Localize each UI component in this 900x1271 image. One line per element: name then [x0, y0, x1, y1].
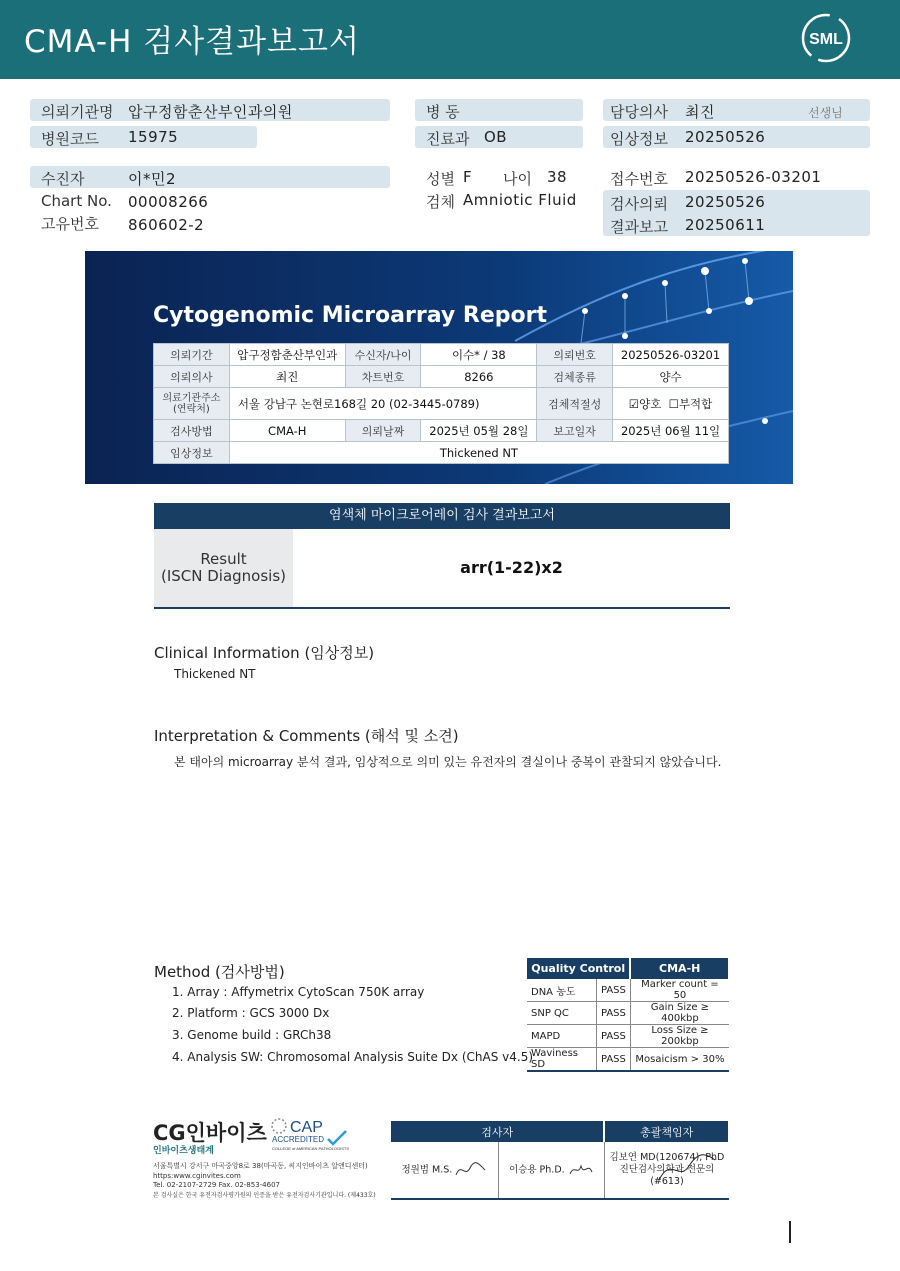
method-item: 3. Genome build : GRCh38 — [172, 1028, 332, 1042]
address-line: 서울특별시 강서구 마곡중앙8로 38(마곡동, 씨지인바이츠 알앤디센터) — [153, 1162, 368, 1170]
address-line: Tel. 02-2107-2729 Fax. 02-853-4607 — [153, 1181, 281, 1189]
cg-invites-logo: CG인바이츠 — [153, 1121, 267, 1145]
examiner-1-name: 정원범 M.S. — [401, 1164, 453, 1176]
qc-item: Waviness SD — [527, 1048, 596, 1072]
svg-text:CAP: CAP — [290, 1119, 323, 1136]
age-value: 38 — [547, 168, 568, 186]
banner-suitability — [613, 388, 729, 420]
address-line: 본 검사실은 한국 유전자검사평가원의 인증을 받은 유전자검사기관입니다. (제433호) — [153, 1191, 376, 1199]
doctor-suffix: 선생님 — [808, 106, 843, 120]
request-value: 20250526 — [685, 193, 766, 211]
banner-info-table — [153, 343, 729, 464]
banner-address-value: 서울 강남구 논현로168길 20 (02-3445-0789) — [229, 388, 536, 420]
qc-criterion: Mosaicism > 30% — [630, 1048, 729, 1072]
address-line: https:www.cginvites.com — [153, 1171, 241, 1180]
suitability-good: 양호 — [639, 396, 662, 411]
result-label — [154, 529, 293, 607]
qc-row — [527, 979, 729, 1002]
qc-status: PASS — [596, 979, 630, 1002]
uid-value: 860602-2 — [128, 216, 205, 234]
banner-cell: 검체종류 — [537, 366, 613, 388]
interpretation-heading: Interpretation & Comments (해석 및 소견) — [154, 727, 459, 745]
banner-cell: 2025년 05월 28일 — [421, 420, 537, 442]
uid-label: 고유번호 — [41, 215, 99, 233]
patient-value: 이*민2 — [128, 170, 177, 188]
patient-label: 수진자 — [41, 170, 85, 188]
director-header: 총괄책임자 — [604, 1121, 729, 1142]
banner-cell: 20250526-03201 — [613, 344, 729, 366]
banner-cell: 이수* / 38 — [421, 344, 537, 366]
cap-accredited-logo — [270, 1117, 352, 1157]
svg-text:SML: SML — [809, 31, 843, 48]
examiner-header: 검사자 — [391, 1121, 604, 1142]
result-value: arr(1-22)x2 — [460, 558, 563, 577]
banner-row — [154, 420, 729, 442]
banner-suitability-label: 검체적절성 — [537, 388, 613, 420]
ward-label: 병 동 — [426, 103, 460, 121]
dept-value: OB — [484, 128, 508, 146]
page-marker — [789, 1221, 791, 1243]
banner-address-label: 의료기관주소 (연락처) — [154, 388, 230, 420]
checkbox-empty-icon: ☐ — [668, 396, 679, 411]
director — [604, 1142, 729, 1199]
banner-cell: 수신자/나이 — [345, 344, 421, 366]
qc-row — [527, 1002, 729, 1025]
qc-status: PASS — [596, 1025, 630, 1048]
report-label: 결과보고 — [610, 218, 668, 236]
clinical-label: 임상정보 — [610, 130, 668, 148]
banner-cell: 최진 — [229, 366, 345, 388]
specimen-label: 검체 — [426, 193, 455, 211]
banner-row — [154, 366, 729, 388]
banner-cell: 의뢰의사 — [154, 366, 230, 388]
receipt-label: 접수번호 — [610, 170, 668, 188]
banner-cell: 차트번호 — [345, 366, 421, 388]
qc-criterion: Marker count = 50 — [630, 979, 729, 1002]
qc-criterion: Gain Size ≥ 400kbp — [630, 1002, 729, 1025]
result-divider — [154, 607, 730, 609]
quality-control-table — [527, 958, 730, 1072]
report-value: 20250611 — [685, 216, 766, 234]
banner-clinical-label: 임상정보 — [154, 442, 230, 464]
banner-cell: CMA-H — [229, 420, 345, 442]
clinical-text: Thickened NT — [174, 667, 256, 681]
chart-value: 00008266 — [128, 193, 209, 211]
qc-status: PASS — [596, 1048, 630, 1072]
qc-criterion: Loss Size ≥ 200kbp — [630, 1025, 729, 1048]
banner-row — [154, 388, 729, 420]
banner-cell: 2025년 06월 11일 — [613, 420, 729, 442]
director-line1: 김보연 MD(120674), PhD — [609, 1152, 725, 1163]
institution-label: 의뢰기관명 — [41, 103, 114, 121]
banner-clinical-value: Thickened NT — [229, 442, 728, 464]
cg-invites-subtitle: 인바이츠생태계 — [153, 1146, 214, 1156]
suitability-bad: 부적합 — [678, 396, 713, 411]
qc-item: DNA 농도 — [527, 979, 596, 1002]
sex-value: F — [463, 168, 473, 186]
qc-row — [527, 1025, 729, 1048]
receipt-value: 20250526-03201 — [685, 168, 822, 186]
institution-value: 압구정함춘산부인과의원 — [128, 103, 293, 121]
request-label: 검사의뢰 — [610, 195, 668, 213]
method-item: 4. Analysis SW: Chromosomal Analysis Suite Dx (ChAS v4.5) — [172, 1050, 534, 1064]
director-line2: 진단검사의학과 전문의(#613) — [619, 1164, 715, 1187]
qc-header-left: Quality Control — [527, 958, 630, 979]
doctor-label: 담당의사 — [610, 103, 668, 121]
banner-cell: 보고일자 — [537, 420, 613, 442]
banner-cell: 8266 — [421, 366, 537, 388]
result-label-line1: Result — [200, 550, 247, 568]
banner-row — [154, 344, 729, 366]
banner-cell: 양수 — [613, 366, 729, 388]
banner-cell: 검사방법 — [154, 420, 230, 442]
cma-report-banner — [85, 251, 793, 484]
banner-cell: 의뢰번호 — [537, 344, 613, 366]
qc-status: PASS — [596, 1002, 630, 1025]
method-item: 2. Platform : GCS 3000 Dx — [172, 1006, 330, 1020]
qc-row — [527, 1048, 729, 1072]
qc-header-right: CMA-H — [630, 958, 729, 979]
hospital-code-label: 병원코드 — [41, 130, 99, 148]
qc-item: SNP QC — [527, 1002, 596, 1025]
banner-title: Cytogenomic Microarray Report — [153, 303, 547, 328]
age-label: 나이 — [503, 170, 532, 188]
hospital-code-value: 15975 — [128, 128, 179, 146]
signature-table — [391, 1121, 730, 1200]
result-heading: 염색체 마이크로어레이 검사 결과보고서 — [154, 503, 730, 529]
report-title: CMA-H 검사결과보고서 — [24, 24, 360, 60]
doctor-value: 최진 — [685, 103, 715, 121]
result-label-line2: (ISCN Diagnosis) — [160, 567, 287, 585]
specimen-value: Amniotic Fluid — [463, 191, 577, 209]
svg-text:ACCREDITED: ACCREDITED — [272, 1135, 325, 1144]
qc-item: MAPD — [527, 1025, 596, 1048]
banner-cell: 의뢰기간 — [154, 344, 230, 366]
chart-label: Chart No. — [41, 192, 112, 210]
sml-logo — [800, 12, 852, 64]
header-bar — [0, 0, 900, 79]
signature-icon — [657, 1152, 717, 1186]
interpretation-text: 본 태아의 microarray 분석 결과, 임상적으로 의미 있는 유전자의 결실이나 중복이 관찰되지 않았습니다. — [174, 755, 722, 769]
method-item: 1. Array : Affymetrix CytoScan 750K array — [172, 985, 425, 999]
dept-label: 진료과 — [426, 130, 470, 148]
examiner-2-name: 이승용 Ph.D. — [509, 1164, 565, 1176]
clinical-value: 20250526 — [685, 128, 766, 146]
examiner-1 — [391, 1142, 498, 1199]
sex-label: 성별 — [426, 170, 455, 188]
signature-icon — [568, 1160, 594, 1180]
banner-cell: 의뢰날짜 — [345, 420, 421, 442]
clinical-heading: Clinical Information (임상정보) — [154, 644, 375, 662]
signature-icon — [455, 1160, 487, 1180]
banner-cell: 압구정함춘산부인과 — [229, 344, 345, 366]
svg-text:COLLEGE of AMERICAN PATHOLOGIS: COLLEGE of AMERICAN PATHOLOGISTS — [272, 1146, 349, 1151]
examiner-2 — [498, 1142, 604, 1199]
company-address — [153, 1162, 376, 1200]
banner-row — [154, 442, 729, 464]
method-heading: Method (검사방법) — [154, 963, 285, 981]
checkbox-checked-icon: ☑ — [628, 396, 640, 411]
